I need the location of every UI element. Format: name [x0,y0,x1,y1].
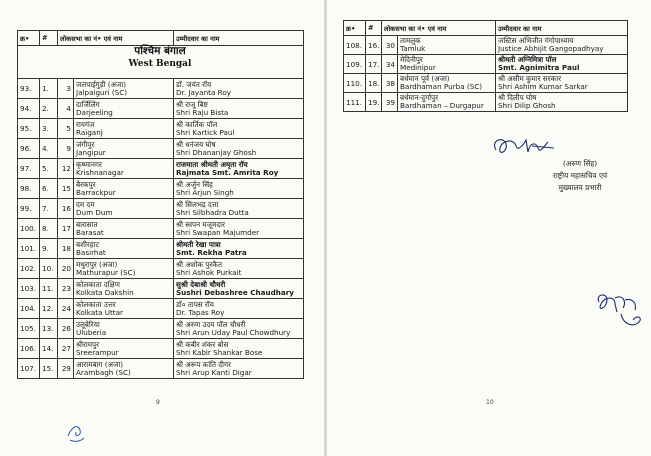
constituency-hindi: जलपाईगुड़ी (अजा) [76,79,127,89]
candidate-english: Shri Ashim Kumar Sarkar [498,82,588,91]
table-body-left [18,79,304,379]
constituency-cell [74,239,174,259]
state-number: 16. [366,36,382,55]
table-row [18,199,304,219]
constituency-number: 4 [58,99,74,119]
candidate-hindi: जस्टिस अभिजीत गंगोपाध्याय [498,36,574,45]
serial-number: 103. [18,279,40,299]
signatory-title-line1: राष्ट्रीय महासचिव एवं [552,171,608,180]
section-title-english: West Bengal [128,59,192,69]
constituency-english: Darjeeling [76,107,113,117]
table-row [18,139,304,159]
constituency-english: Uluberia [76,327,107,337]
serial-number: 110. [344,74,366,93]
candidate-hindi: श्रीमती रेखा पात्रा [176,239,221,249]
constituency-number: 38 [382,74,398,93]
constituency-cell [398,55,496,74]
state-number: 2. [40,99,58,119]
candidate-hindi: श्री दिलीप घोष [498,93,537,102]
candidate-cell [174,119,304,139]
table-row [18,339,304,359]
candidate-cell [496,36,628,55]
table-row [18,179,304,199]
constituency-hindi: दम दम [76,199,95,209]
section-title-hindi: पश्चिम बंगाल [134,45,186,57]
serial-number: 94. [18,99,40,119]
candidate-cell [496,74,628,93]
constituency-hindi: बशीरहाट [76,239,100,249]
candidate-english: Dr. Tapas Roy [176,307,225,317]
candidate-english: Smt. Agnimitra Paul [498,63,580,72]
table-row [18,359,304,379]
constituency-english: Sreerampur [76,347,119,357]
candidate-english: Shri Arjun Singh [176,187,234,197]
constituency-number: 26 [58,319,74,339]
table-row [18,99,304,119]
constituency-english: Tamluk [400,44,426,53]
serial-number: 104. [18,299,40,319]
state-number: 11. [40,279,58,299]
constituency-cell [74,159,174,179]
state-number: 19. [366,93,382,112]
constituency-cell [74,139,174,159]
constituency-english: Jangipur [76,147,106,157]
header-sr: क्र• [344,21,366,36]
constituency-cell [74,359,174,379]
signature-image [488,134,558,160]
candidate-hindi: श्रीमती अग्निमित्रा पॉल [498,55,557,64]
constituency-number: 15 [58,179,74,199]
page-number-right: 10 [486,399,494,406]
constituency-cell [74,99,174,119]
constituency-cell [74,339,174,359]
table-row [18,119,304,139]
constituency-number: 27 [58,339,74,359]
candidate-cell [174,179,304,199]
serial-number: 99. [18,199,40,219]
candidate-cell [174,299,304,319]
candidate-hindi: सुश्री देबाश्री चौधरी [176,279,226,289]
constituency-hindi: मेदिनीपुर [400,55,423,64]
candidate-english: Shri Swapan Majumder [176,227,260,237]
constituency-english: Kolkata Uttar [76,307,123,317]
header-sr: क्र• [18,31,40,46]
candidate-cell [174,259,304,279]
serial-number: 106. [18,339,40,359]
candidate-english: Sushri Debashree Chaudhary [176,287,294,297]
candidate-cell [174,139,304,159]
candidate-hindi: श्री असीम कुमार सरकार [498,74,562,83]
state-number: 15. [40,359,58,379]
header-candidate: उम्मीदवार का नाम [174,31,304,46]
candidate-hindi: श्री अशोक पुरकैत [176,259,222,269]
constituency-english: Medinipur [400,63,436,72]
constituency-hindi: दार्जिलिंग [76,99,100,109]
candidate-cell [174,99,304,119]
serial-number: 93. [18,79,40,99]
header-candidate: उम्मीदवार का नाम [496,21,628,36]
serial-number: 97. [18,159,40,179]
constituency-hindi: मथुरापुर (अजा) [76,259,118,269]
serial-number: 95. [18,119,40,139]
candidate-cell [174,239,304,259]
state-number: 4. [40,139,58,159]
page-number-left: 9 [156,399,160,406]
constituency-english: Kolkata Dakshin [76,287,134,297]
state-number: 12. [40,299,58,319]
constituency-cell [74,219,174,239]
candidate-english: Shri Silbhadra Dutta [176,207,249,217]
constituency-hindi: श्रीरामपुर [76,339,100,349]
constituency-number: 29 [58,359,74,379]
constituency-english: Barasat [76,227,104,237]
header-hash: # [40,31,58,46]
constituency-cell [74,179,174,199]
header-constituency: लोकसभा का नं• एवं नाम [58,31,174,46]
state-number: 17. [366,55,382,74]
header-hash: # [366,21,382,36]
constituency-number: 24 [58,299,74,319]
constituency-hindi: तामलुक [400,36,421,45]
serial-number: 96. [18,139,40,159]
constituency-english: Barrackpur [76,187,116,197]
table-row [18,159,304,179]
candidate-hindi: श्री अरूप कांति दीगर [176,359,231,369]
candidate-hindi: श्री कार्तिक पॉल [176,119,218,129]
table-row [18,79,304,99]
state-number: 6. [40,179,58,199]
state-number: 8. [40,219,58,239]
table-row [18,319,304,339]
candidate-table-left [17,30,304,379]
header-constituency: लोकसभा का नं• एवं नाम [382,21,496,36]
constituency-hindi: बैरकपुर [76,179,96,189]
table-row [18,279,304,299]
constituency-english: Arambagh (SC) [76,367,131,377]
table-row [344,74,628,93]
state-number: 13. [40,319,58,339]
constituency-english: Krishnanagar [76,167,124,177]
state-number: 18. [366,74,382,93]
constituency-cell [74,279,174,299]
constituency-number: 30 [382,36,398,55]
table-row [18,239,304,259]
state-number: 3. [40,119,58,139]
candidate-english: Smt. Rekha Patra [176,247,247,257]
constituency-number: 34 [382,55,398,74]
candidate-cell [496,55,628,74]
constituency-hindi: कृष्णानगर [76,159,102,169]
constituency-number: 39 [382,93,398,112]
serial-number: 102. [18,259,40,279]
state-number: 1. [40,79,58,99]
serial-number: 108. [344,36,366,55]
constituency-number: 9 [58,139,74,159]
constituency-hindi: बारासात [76,219,98,229]
candidate-cell [174,79,304,99]
table-row [344,55,628,74]
candidate-table-right [343,20,628,112]
candidate-english: Shri Arup Kanti Digar [176,367,252,377]
constituency-hindi: उलूबेरिया [76,319,100,329]
candidate-hindi: राजमाता श्रीमती अमृता रॉय [176,159,248,169]
candidate-hindi: श्री धनंजय घोष [176,139,216,149]
constituency-hindi: आरामबाग (अजा) [76,359,124,369]
signatory-title-line2: मुख्यालय प्रभारी [558,183,602,192]
constituency-number: 3 [58,79,74,99]
table-row [18,219,304,239]
candidate-english: Justice Abhijit Gangopadhyay [498,44,604,53]
constituency-number: 12 [58,159,74,179]
constituency-cell [74,319,174,339]
candidate-cell [174,339,304,359]
constituency-english: Dum Dum [76,207,113,217]
candidate-hindi: डॉ. जयंत रॉय [176,79,212,89]
constituency-hindi: रायगंज [76,119,95,129]
candidate-hindi: श्री अर्जुन सिंह [176,179,213,189]
candidate-cell [496,93,628,112]
constituency-hindi: कोलकाता दक्षिण [76,279,120,289]
initials-signature-image [593,292,645,332]
candidate-cell [174,279,304,299]
serial-number: 101. [18,239,40,259]
candidate-english: Shri Kartick Paul [176,127,235,137]
candidate-hindi: श्री राजू बिष्ट [176,99,208,109]
constituency-cell [398,36,496,55]
state-number: 5. [40,159,58,179]
candidate-cell [174,159,304,179]
candidate-hindi: श्री सिलभद्र दत्ता [176,199,219,209]
constituency-cell [398,74,496,93]
table-row [18,299,304,319]
constituency-number: 16 [58,199,74,219]
candidate-english: Shri Ashok Purkait [176,267,242,277]
state-number: 9. [40,239,58,259]
candidate-english: Dr. Jayanta Roy [176,87,231,97]
constituency-cell [74,199,174,219]
candidate-cell [174,219,304,239]
constituency-cell [74,79,174,99]
state-number: 14. [40,339,58,359]
candidate-english: Shri Dhananjay Ghosh [176,147,257,157]
constituency-english: Jalpaiguri (SC) [76,87,128,97]
constituency-cell [74,119,174,139]
constituency-hindi: कोलकाता उत्तर [76,299,116,309]
candidate-cell [174,359,304,379]
constituency-english: Bardhaman Purba (SC) [400,82,483,91]
table-body-right [344,36,628,112]
table-row [344,36,628,55]
signatory-name: (अरुण सिंह) [562,159,598,168]
serial-number: 105. [18,319,40,339]
serial-number: 111. [344,93,366,112]
serial-number: 109. [344,55,366,74]
section-title [17,44,303,70]
candidate-english: Shri Dilip Ghosh [498,101,556,110]
candidate-cell [174,319,304,339]
serial-number: 98. [18,179,40,199]
candidate-hindi: श्री कबीर शंकर बोस [176,339,229,349]
state-number: 7. [40,199,58,219]
constituency-english: Mathurapur (SC) [76,267,136,277]
candidate-english: Shri Kabir Shankar Bose [176,347,263,357]
constituency-number: 23 [58,279,74,299]
constituency-hindi: बर्धमान-दुर्गापुर [400,93,439,102]
candidate-hindi: डॉ० तापस रॉय [176,299,214,309]
constituency-number: 20 [58,259,74,279]
constituency-cell [398,93,496,112]
constituency-english: Raiganj [76,127,103,137]
serial-number: 100. [18,219,40,239]
state-number: 10. [40,259,58,279]
candidate-hindi: श्री स्वपन मजूमदार [176,219,225,229]
constituency-number: 5 [58,119,74,139]
table-row [18,259,304,279]
constituency-english: Bardhaman – Durgapur [400,101,484,110]
candidate-english: Rajmata Smt. Amrita Roy [176,167,279,177]
constituency-cell [74,259,174,279]
candidate-english: Shri Raju Bista [176,107,229,117]
constituency-hindi: बर्धमान पूर्व (अजा) [400,74,450,83]
candidate-cell [174,199,304,219]
serial-number: 107. [18,359,40,379]
constituency-number: 18 [58,239,74,259]
constituency-hindi: जंगीपुर [76,139,95,149]
candidate-english: Shri Arun Uday Paul Chowdhury [176,327,291,337]
initials-stamp-image [64,420,88,444]
table-header-row [344,21,628,36]
constituency-cell [74,299,174,319]
table-row [344,93,628,112]
candidate-hindi: श्री अरुण उदय पॉल चौधरी [176,319,246,329]
constituency-number: 17 [58,219,74,239]
constituency-english: Basirhat [76,247,106,257]
